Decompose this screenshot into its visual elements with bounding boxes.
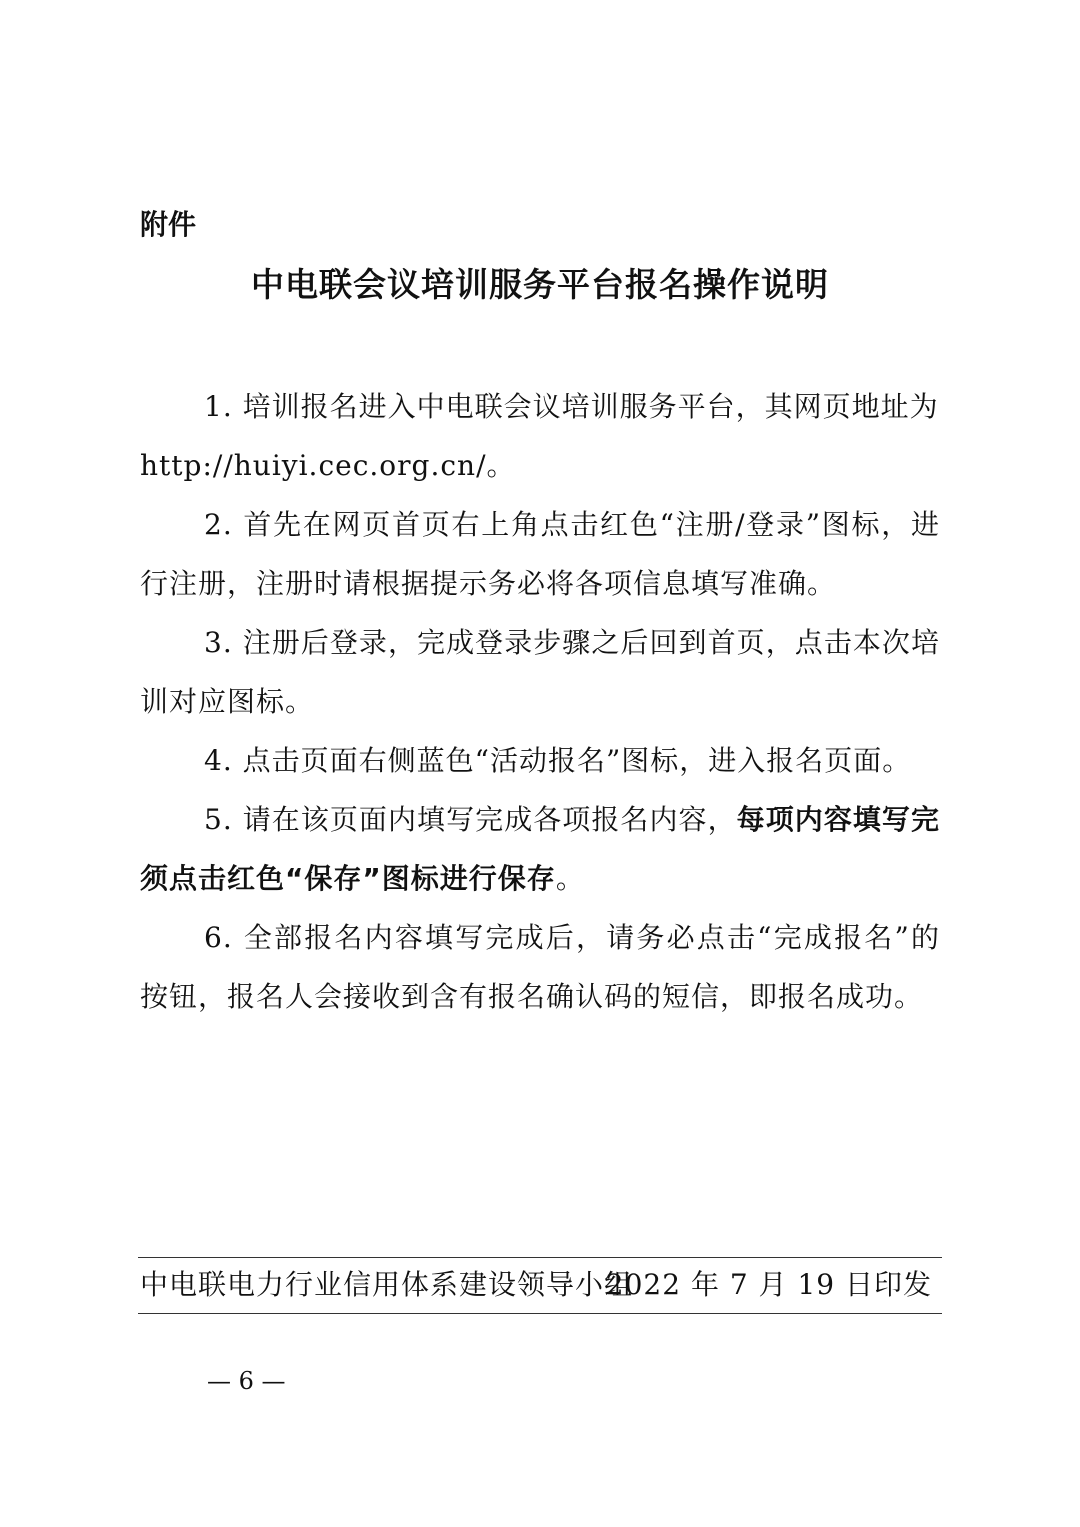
paragraph-2 <box>140 495 940 613</box>
paragraph-4 <box>140 731 940 790</box>
paragraph-text: 培训报名进入中电联会议培训服务平台，其网页地址为 <box>242 390 939 423</box>
footer-top-rule <box>138 1257 942 1258</box>
paragraph-number: 1. <box>204 390 233 423</box>
paragraph-tail: 。 <box>555 862 585 895</box>
document-body <box>140 377 940 1026</box>
paragraph-text: 注册后登录，完成登录步骤之后回到首页，点击本次培训对应图标。 <box>140 626 940 718</box>
paragraph-number: 6. <box>204 921 233 954</box>
paragraph-1 <box>140 377 940 436</box>
paragraph-6 <box>140 908 940 1026</box>
attachment-label: 附件 <box>140 208 197 241</box>
paragraph-5 <box>140 790 940 908</box>
paragraph-text: 全部报名内容填写完成后，请务必点击“完成报名”的按钮，报名人会接收到含有报名确认码的短信，即报名成功。 <box>140 921 940 1013</box>
platform-url: http://huiyi.cec.org.cn/。 <box>140 449 516 482</box>
footer-bottom-rule <box>138 1313 942 1314</box>
paragraph-number: 5. <box>204 803 233 836</box>
paragraph-text: 请在该页面内填写完成各项报名内容， <box>242 803 737 836</box>
footer-issuer: 中电联电力行业信用体系建设领导小组 <box>140 1268 634 1301</box>
paragraph-bold-text: 每项内容填写完须点击红色“保存”图标进行保存 <box>140 803 940 895</box>
page-title: 中电联会议培训服务平台报名操作说明 <box>251 265 829 304</box>
paragraph-number: 2. <box>204 508 233 541</box>
url-line <box>140 436 940 495</box>
footer-issue-date: 2022 年 7 月 19 日印发 <box>605 1268 932 1301</box>
paragraph-number: 4. <box>204 744 233 777</box>
paragraph-3 <box>140 613 940 731</box>
paragraph-text: 点击页面右侧蓝色“活动报名”图标，进入报名页面。 <box>242 744 912 777</box>
paragraph-number: 3. <box>204 626 233 659</box>
paragraph-text: 首先在网页首页右上角点击红色“注册/登录”图标，进行注册，注册时请根据提示务必将各项信息填写准确。 <box>140 508 940 600</box>
page-number: — 6 — <box>207 1367 286 1395</box>
